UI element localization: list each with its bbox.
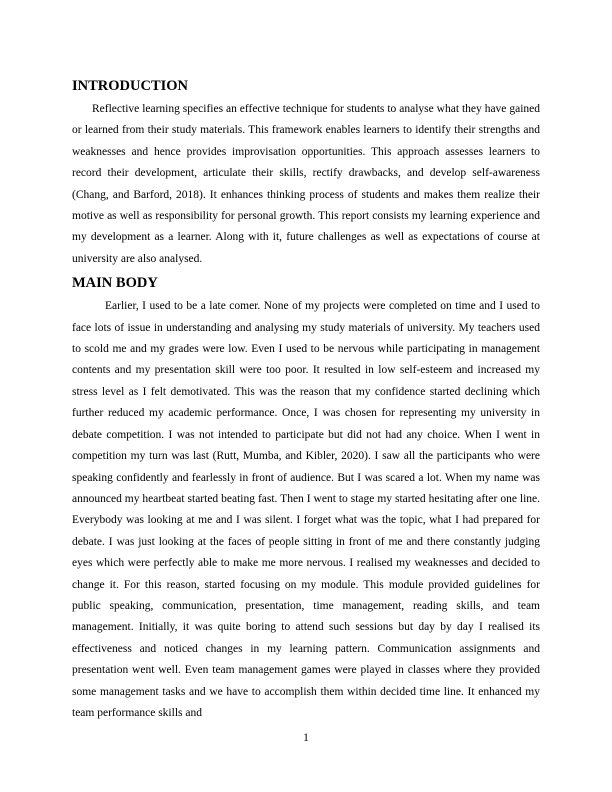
main-body-heading: MAIN BODY bbox=[72, 275, 158, 292]
introduction-heading: INTRODUCTION bbox=[72, 78, 189, 94]
introduction-paragraph: Reflective learning specifies an effective technique for students to analyse what they have gained or learned from their study materials. This framework enables learners to identify their strengths and weaknesses and hence provides improvisation opportunities. This approach assesses learners to record their development, articulate their skills, rectify drawbacks, and develop self-awareness (Chang, and Barford, 2018). It enhances thinking process of students and makes them realize their motive as well as responsibility for personal growth. This report consists my learning experience and my development as a learner. Along with it, future challenges as well as expectations of course at university are also analysed. bbox=[72, 103, 540, 265]
main-body-paragraph: Earlier, I used to be a late comer. None of my projects were completed on time and I used to face lots of issue in understanding and analysing my study materials of university. My teachers used to scold me and my grades were low. Even I used to be nervous while participating in management contents and my presentation skill were too poor. It resulted in low self-esteem and increased my stress level as I felt demotivated. This was the reason that my confidence started declining which further reduced my academic performance. Once, I was chosen for representing my university in debate competition. I was not intended to participate but did not had any choice. When I went in competition my turn was last (Rutt, Mumba, and Kibler, 2020). I saw all the participants who were speaking confidently and fearlessly in front of audience. But I was scared a lot. When my name was announced my heartbeat started beating fast. Then I went to stage my started hesitating after one line. Everybody was looking at me and I was silent. I forget what was the topic, what I had prepared for debate. I was just looking at the faces of people sitting in front of me and there constantly judging eyes which were perfectly able to make me more nervous. I realised my weaknesses and decided to change it. For this reason, started focusing on my module. This module provided guidelines for public speaking, communication, presentation, time management, reading skills, and team management. Initially, it was quite boring to attend such sessions but day by day I realised its effectiveness and noticed changes in my learning pattern. Communication assignments and presentation went well. Even team management games were played in classes where they provided some management tasks and we have to accomplish them within decided time line. It enhanced my team performance skills and bbox=[72, 300, 540, 719]
page-number: 1 bbox=[303, 732, 309, 744]
document-page bbox=[72, 76, 540, 724]
